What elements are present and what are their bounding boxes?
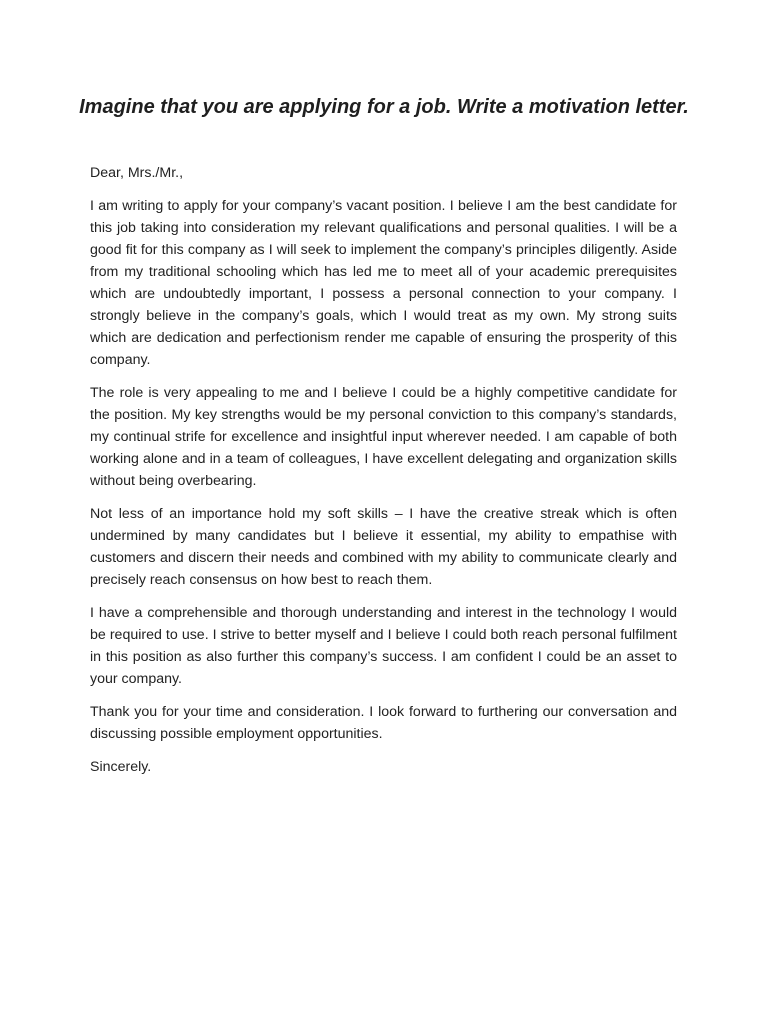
letter-title: Imagine that you are applying for a job. Write a motivation letter. [79, 96, 689, 118]
letter-paragraph-4: I have a comprehensible and thorough understanding and interest in the technology I would be required to use. I strive to better myself and I believe I could both reach personal fulfilment in this position as also further this company’s success. I am confident I could be an asset to your company. [90, 605, 677, 687]
letter-body [90, 162, 677, 789]
letter-paragraph-3: Not less of an importance hold my soft skills – I have the creative streak which is often undermined by many candidates but I believe it essential, my ability to empathise with customers and discern their needs and combined with my ability to communicate clearly and precisely reach consensus on how best to reach them. [90, 506, 677, 588]
letter-paragraph-2: The role is very appealing to me and I believe I could be a highly competitive candidate for the position. My key strengths would be my personal conviction to this company’s standards, my continual strife for excellence and insightful input wherever needed. I am capable of both working alone and in a team of colleagues, I have excellent delegating and organization skills without being overbearing. [90, 385, 677, 489]
letter-paragraph-5: Thank you for your time and consideration. I look forward to furthering our conversation and discussing possible employment opportunities. [90, 704, 677, 742]
letter-salutation: Dear, Mrs./Mr., [90, 165, 184, 181]
letter-paragraph-1: I am writing to apply for your company’s vacant position. I believe I am the best candidate for this job taking into consideration my relevant qualifications and personal qualities. I will be a good fit for this company as I will seek to implement the company’s principles diligently. Aside from my traditional schooling which has led me to meet all of your academic prerequisites which are undoubtedly important, I possess a personal connection to your company. I strongly believe in the company’s goals, which I would treat as my own. My strong suits which are dedication and perfectionism render me capable of ensuring the prosperity of this company. [90, 198, 677, 368]
letter-closing: Sincerely. [90, 759, 152, 775]
